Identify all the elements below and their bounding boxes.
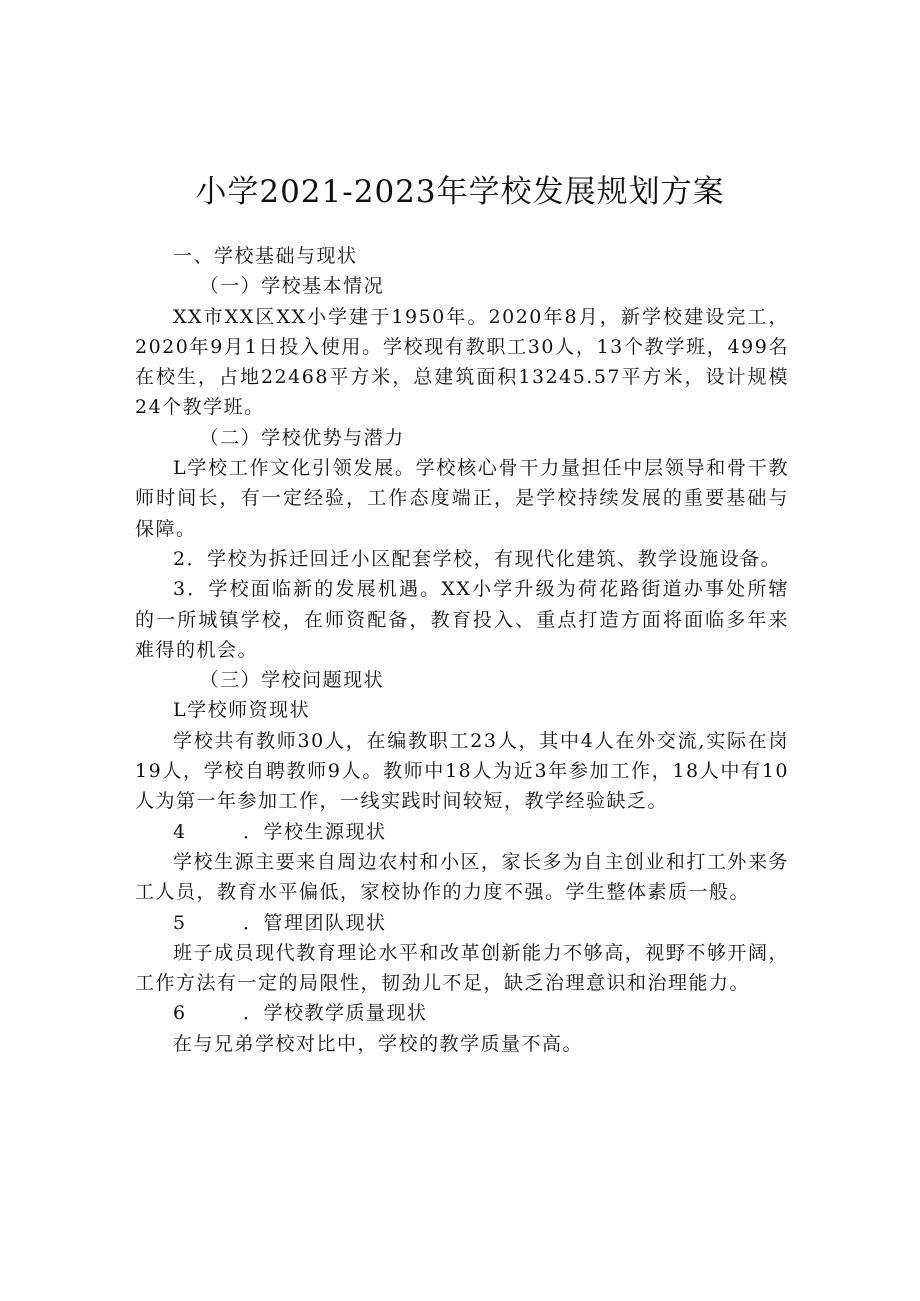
item-label: ．管理团队现状 [243,911,387,934]
item-number: 6 [173,1002,187,1025]
item-number: 4 [173,820,187,843]
item-label: ．学校生源现状 [243,820,387,843]
paragraph: 2．学校为拆迁回迁小区配套学校，有现代化建筑、教学设施设备。 [173,547,782,570]
paragraph: L学校师资现状 [173,699,311,722]
section-heading: 一、学校基础与现状 [173,245,358,267]
item-number: 5 [173,911,187,934]
paragraph: 学校共有教师30人，在编教职工23人，其中4人在外交流,实际在岗19人，学校自聘教师9人。教师中18人为近3年参加工作，18人中有10人为第一年参加工作，一线实践时间较短，教学经验缺乏。 [135,729,789,813]
numbered-item [135,817,789,847]
paragraph: XX市XX区XX小学建于1950年。2020年8月，新学校建设完工，2020年9月1日投入使用。学校现有教职工30人，13个教学班，499名在校生，占地22468平方米，总建筑面积13245.57平方米，设计规模24个教学班。 [135,305,789,419]
paragraph: 3．学校面临新的发展机遇。XX小学升级为荷花路街道办事处所辖的一所城镇学校，在师资配备，教育投入、重点打造方面将面临多年来难得的机会。 [135,578,789,661]
item-label: ．学校教学质量现状 [243,1002,428,1025]
subsection-heading: （一）学校基本情况 [199,275,385,298]
paragraph: L学校工作文化引领发展。学校核心骨干力量担任中层领导和骨干教师时间长，有一定经验，工作态度端正，是学校持续发展的重要基础与保障。 [135,457,789,540]
document-body [135,241,789,1059]
subsection-heading: （三）学校问题现状 [199,669,385,692]
subsection-heading: （二）学校优势与潜力 [199,426,405,449]
document-title: 小学2021-2023年学校发展规划方案 [195,174,725,210]
numbered-item [135,998,789,1028]
paragraph: 学校生源主要来自周边农村和小区，家长多为自主创业和打工外来务工人员，教育水平偏低，家校协作的力度不强。学生整体素质一般。 [135,850,789,904]
paragraph: 班子成员现代教育理论水平和改革创新能力不够高，视野不够开阔，工作方法有一定的局限性，韧劲儿不足，缺乏治理意识和治理能力。 [135,941,789,995]
numbered-item [135,908,789,938]
paragraph: 在与兄弟学校对比中，学校的教学质量不高。 [173,1032,584,1055]
